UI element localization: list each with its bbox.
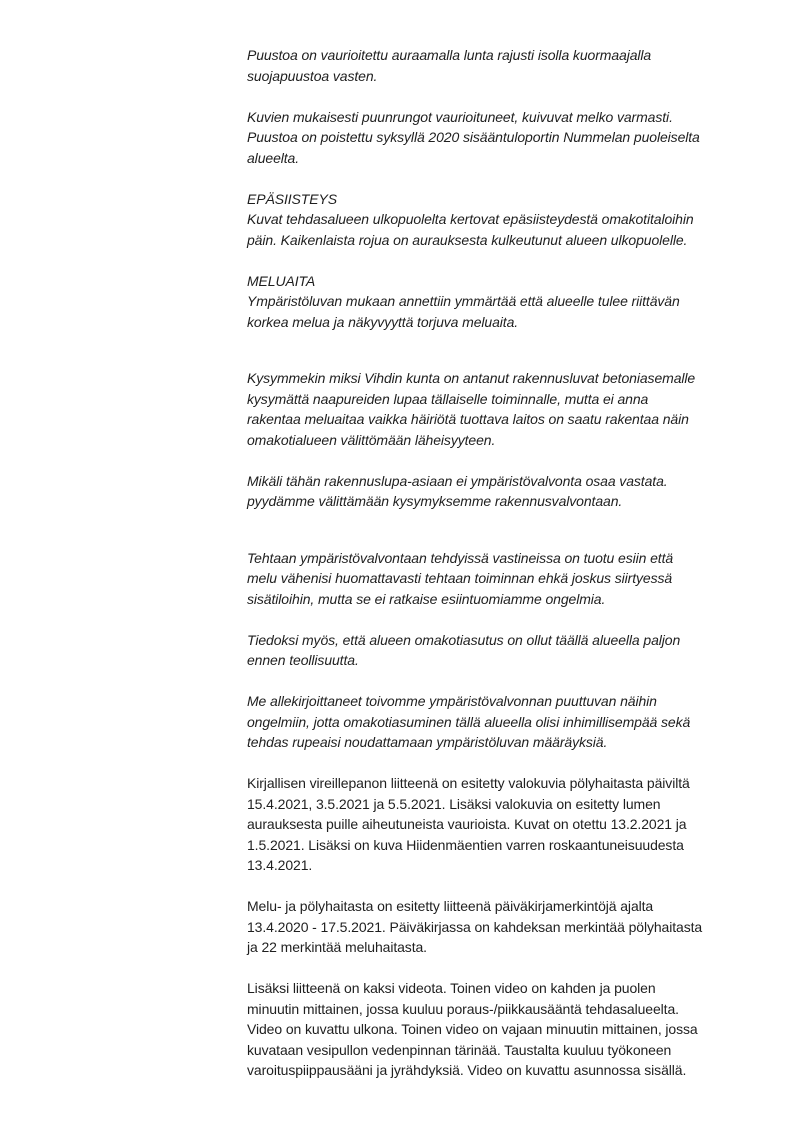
letter-paragraph <box>247 45 757 86</box>
text-line: ja 22 merkintää meluhaitasta. <box>247 939 427 955</box>
letter-paragraph <box>247 189 757 251</box>
text-line: Puustoa on vaurioitettu auraamalla lunta rajusti isolla kuormaajalla <box>247 47 652 63</box>
text-line: pyydämme välittämään kysymyksemme rakennusvalvontaan. <box>247 493 623 509</box>
text-line: Mikäli tähän rakennuslupa-asiaan ei ympäristövalvonta osaa vastata. <box>247 472 668 489</box>
document-content <box>247 45 757 1081</box>
letter-paragraph <box>247 548 757 610</box>
text-line: 13.4.2020 - 17.5.2021. Päiväkirjassa on kahdeksan merkintää pölyhaitasta <box>247 918 703 935</box>
attachment-paragraph <box>247 773 757 876</box>
letter-paragraph <box>247 368 757 450</box>
letter-paragraph <box>247 630 757 671</box>
letter-paragraph <box>247 271 757 333</box>
text-line: Kuvat tehdasalueen ulkopuolelta kertovat epäsiisteydestä omakotitaloihin <box>247 211 694 227</box>
text-line: 15.4.2021, 3.5.2021 ja 5.5.2021. Lisäksi valokuvia on esitetty lumen <box>247 795 661 812</box>
text-line: kuvataan vesipullon vedenpinnan tärinää. Taustalta kuuluu työkoneen <box>247 1041 672 1058</box>
text-line: Ympäristöluvan mukaan annettiin ymmärtää että alueelle tulee riittävän <box>247 293 680 309</box>
text-line: Puustoa on poistettu syksyllä 2020 sisääntuloportin Nummelan puoleiselta <box>247 129 700 145</box>
text-line: suojapuustoa vasten. <box>247 67 378 84</box>
letter-paragraph <box>247 471 757 512</box>
attachment-paragraph <box>247 978 757 1081</box>
text-line: Video on kuvattu ulkona. Toinen video on vajaan minuutin mittainen, jossa <box>247 1021 698 1037</box>
section-heading: MELUAITA <box>247 272 316 289</box>
text-line: päin. Kaikenlaista rojua on aurauksesta kulkeutunut alueen ulkopuolelle. <box>247 231 688 248</box>
text-line: korkea melua ja näkyvyyttä torjuva meluaita. <box>247 313 519 330</box>
text-line: 1.5.2021. Lisäksi on kuva Hiidenmäentien varren roskaantuneisuudesta <box>247 836 684 853</box>
text-line: Kuvien mukaisesti puunrungot vaurioituneet, kuivuvat melko varmasti. <box>247 108 673 125</box>
letter-paragraph <box>247 107 757 169</box>
text-line: omakotialueen välittömään läheisyyteen. <box>247 431 496 448</box>
text-line: Me allekirjoittaneet toivomme ympäristövalvonnan puuttuvan näihin <box>247 693 657 709</box>
text-line: tehdas rupeaisi noudattamaan ympäristöluvan määräyksiä. <box>247 734 608 750</box>
text-line: Kysymmekin miksi Vihdin kunta on antanut rakennusluvat betoniasemalle <box>247 370 696 386</box>
text-line: kysymättä naapureiden lupaa tällaiselle toiminnalle, mutta ei anna <box>247 390 649 407</box>
text-line: ennen teollisuutta. <box>247 652 359 668</box>
letter-paragraph <box>247 691 757 753</box>
text-line: Lisäksi liitteenä on kaksi videota. Toinen video on kahden ja puolen <box>247 980 656 996</box>
text-line: melu vähenisi huomattavasti tehtaan toiminnan ehkä joskus siirtyessä <box>247 570 673 586</box>
text-line: varoituspiippausääni ja jyrähdyksiä. Video on kuvattu asunnossa sisällä. <box>247 1062 687 1078</box>
text-line: alueelta. <box>247 149 300 166</box>
text-line: Tiedoksi myös, että alueen omakotiasutus on ollut täällä alueella paljon <box>247 631 681 648</box>
text-line: Tehtaan ympäristövalvontaan tehdyissä vastineissa on tuotu esiin että <box>247 549 674 566</box>
text-line: 13.4.2021. <box>247 857 313 873</box>
text-line: minuutin mittainen, jossa kuuluu poraus-/piikkausääntä tehdasalueelta. <box>247 1000 679 1017</box>
section-heading: EPÄSIISTEYS <box>247 190 337 207</box>
attachment-paragraph <box>247 896 757 958</box>
text-line: ongelmiin, jotta omakotiasuminen tällä alueella olisi inhimillisempää sekä <box>247 713 691 730</box>
text-line: Kirjallisen vireillepanon liitteenä on esitetty valokuvia pölyhaitasta päiviltä <box>247 775 690 791</box>
text-line: Melu- ja pölyhaitasta on esitetty liitteenä päiväkirjamerkintöjä ajalta <box>247 898 654 914</box>
text-line: aurauksesta puille aiheutuneista vaurioista. Kuvat on otettu 13.2.2021 ja <box>247 816 687 832</box>
text-line: rakentaa meluaitaa vaikka häiriötä tuottava laitos on saatu rakentaa näin <box>247 411 689 427</box>
text-line: sisätiloihin, mutta se ei ratkaise esiintuomiamme ongelmia. <box>247 590 606 607</box>
